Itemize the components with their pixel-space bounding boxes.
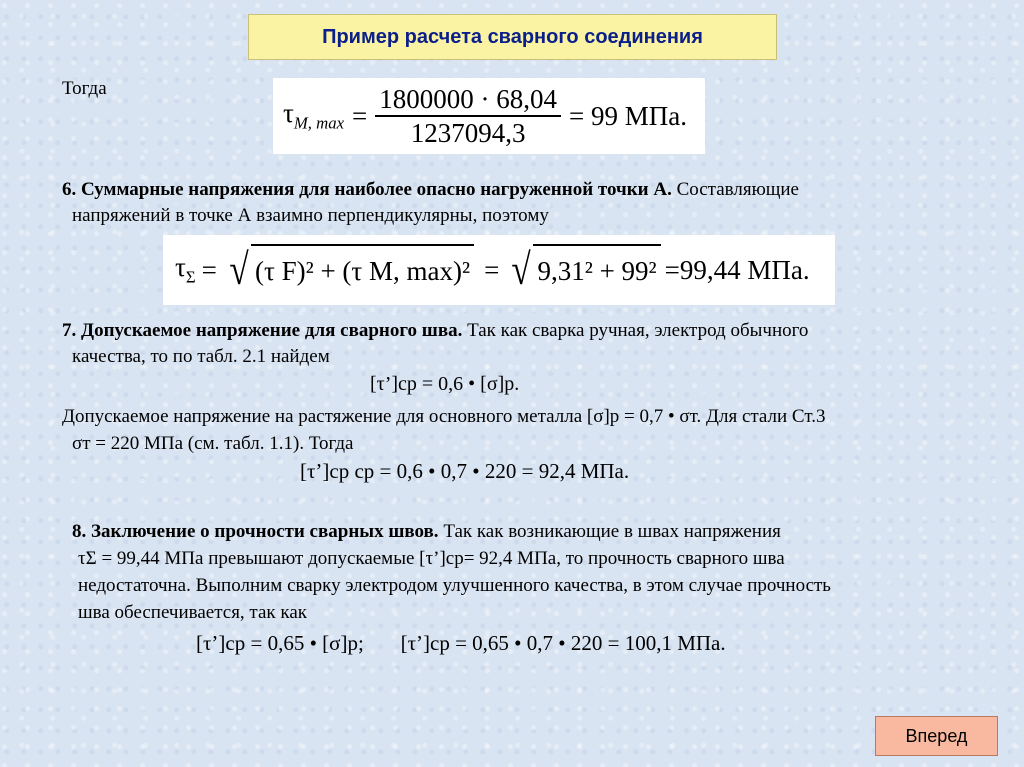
section-8-text4: шва обеспечивается, так как (78, 602, 307, 623)
page-title: Пример расчета сварного соединения (248, 14, 777, 60)
formula1-numerator: 1800000 · 68,04 (375, 83, 561, 117)
formula-tau-sum: $\tau_\Sigma$ = √ (τ F)² + (τ M, max)² = √ 9,31² + 99² =99,44 МПа. (163, 235, 835, 305)
section-8-text1: Так как возникающие в швах напряжения (443, 521, 781, 542)
section-8 (72, 519, 996, 545)
section-6 (62, 177, 988, 203)
formula2-radical1: √ (τ F)² + (τ M, max)² (227, 244, 474, 296)
section-7-heading: 7. Допускаемое напряжение для сварного шва. (62, 320, 463, 341)
section-7-eq1: [τ’]ср = 0,6 • [σ]р. (370, 373, 520, 395)
togda-label: Тогда (62, 78, 107, 99)
formula1-lhs: $\tau_{M, max}$ (283, 98, 345, 133)
section-7-text2: качества, то по табл. 2.1 найдем (72, 346, 330, 367)
section-8-text2: τΣ = 99,44 МПа превышают допускаемые [τ’]ср= 92,4 МПа, то прочность сварного шва (78, 548, 785, 569)
section-8-text3: недостаточна. Выполним сварку электродом улучшенного качества, в этом случае прочность (78, 575, 831, 596)
formula2-rhs: =99,44 МПа. (664, 254, 810, 285)
formula2-lhs: $\tau_\Sigma$ (175, 252, 196, 287)
section-7-eq2: [τ’]ср ср = 0,6 • 0,7 • 220 = 92,4 МПа. (300, 459, 630, 483)
formula1-rhs: = 99 МПа. (569, 100, 687, 131)
section-8-eq: [τ’]ср = 0,65 • [σ]р; [τ’]ср = 0,65 • 0,7 • 220 = 100,1 МПа. (196, 631, 726, 655)
section-7 (62, 318, 988, 344)
section-7-text4: σт = 220 МПа (см. табл. 1.1). Тогда (72, 433, 354, 454)
section-8-heading: 8. Заключение о прочности сварных швов. (72, 521, 439, 542)
section-7-text1: Так как сварка ручная, электрод обычного (467, 320, 809, 341)
section-7-text3: Допускаемое напряжение на растяжение для основного металла [σ]р = 0,7 • σт. Для стали Ст.3 (62, 406, 826, 427)
formula-tau-m-max: $\tau_{M, max}$ = $\frac{1800000 \cdot 68,04}{1237094,3}$ = 99 МПа. (273, 78, 705, 154)
next-button[interactable]: Вперед (875, 716, 998, 756)
section-6-text1: Составляющие (676, 179, 799, 200)
formula1-denominator: 1237094,3 (410, 118, 526, 148)
formula2-radical2: √ 9,31² + 99² (509, 244, 660, 296)
section-6-heading: 6. Суммарные напряжения для наиболее опасно нагруженной точки А. (62, 179, 672, 200)
section-6-text2: напряжений в точке А взаимно перпендикулярны, поэтому (72, 205, 549, 226)
formula1-fraction (375, 83, 561, 149)
